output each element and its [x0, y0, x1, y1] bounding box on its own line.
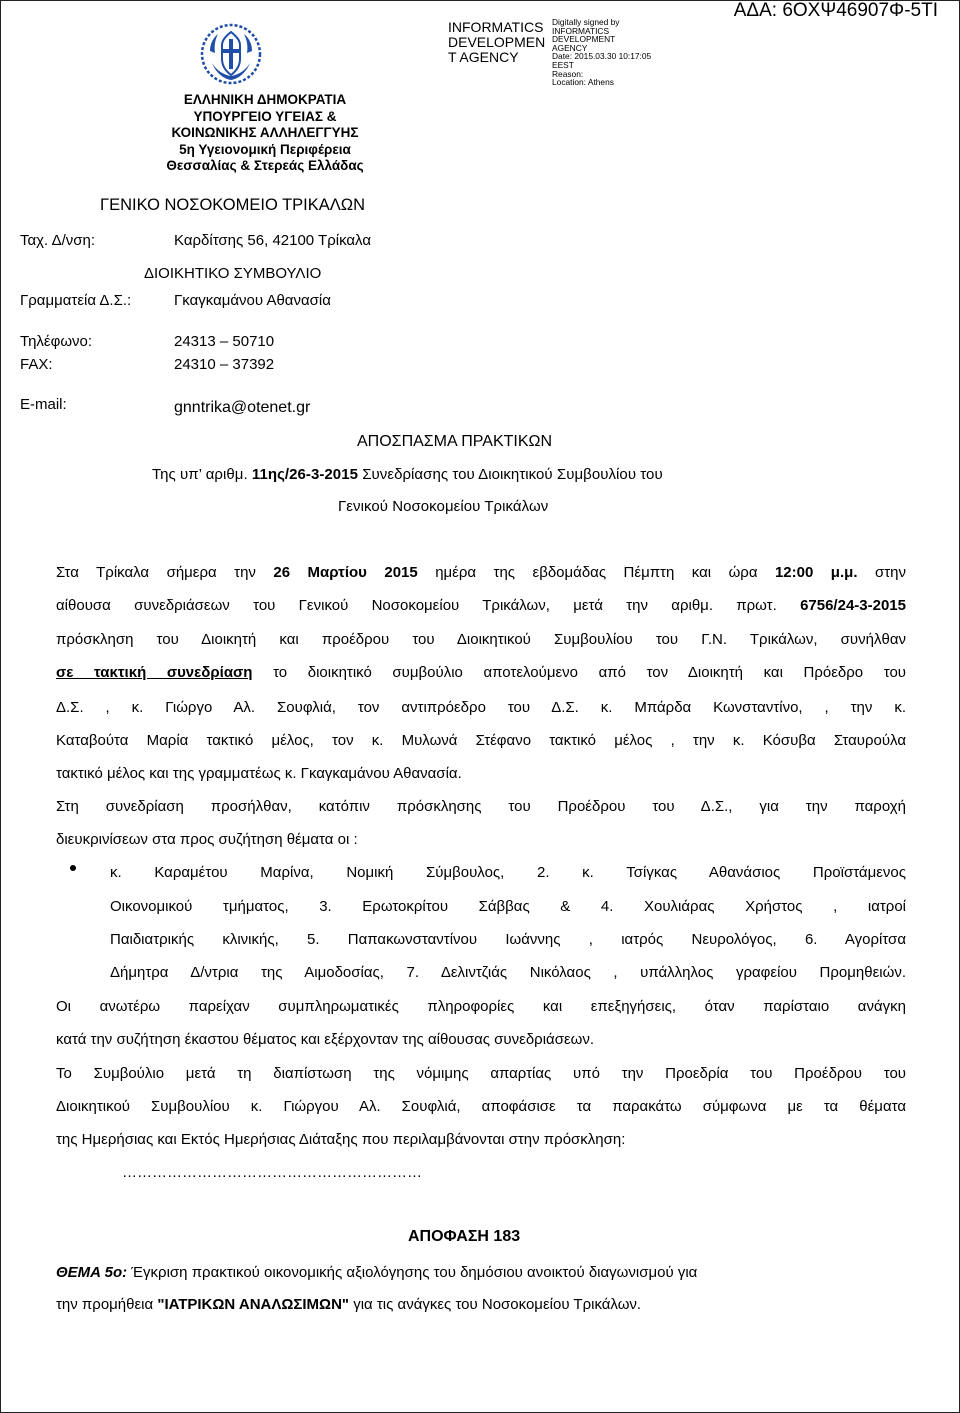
session-suffix: Συνεδρίασης του Διοικητικού Συμβουλίου του — [357, 466, 663, 483]
meeting-date: 26 Μαρτίου 2015 — [273, 564, 418, 581]
email-label: E-mail: — [20, 396, 67, 413]
bullet-line: Οικονομικού τμήματος, 3. Ερωτοκρίτου Σάββας & 4. Χουλιάρας Χρήστος , ιατροί — [110, 898, 906, 915]
regular-session-emphasis: σε τακτική συνεδρίαση — [56, 664, 253, 681]
paragraph-line — [56, 564, 906, 581]
board-name: ΔΙΟΙΚΗΤΙΚΟ ΣΥΜΒΟΥΛΙΟ — [144, 265, 322, 282]
session-number: 11ης/26-3-2015 — [251, 466, 358, 483]
address-label: Ταχ. Δ/νση: — [20, 232, 96, 249]
paragraph-line: τακτικό μέλος και της γραμματέως κ. Γκαγκαμάνου Αθανασία. — [56, 765, 462, 782]
text-span: ημέρα της εβδομάδας Πέμπτη και ώρα — [417, 564, 775, 581]
secretary-value: Γκαγκαμάνου Αθανασία — [174, 292, 331, 309]
signature-line: Digitally signed by — [552, 17, 620, 27]
signature-line: Reason: — [552, 68, 584, 79]
fax-label: FAX: — [20, 356, 53, 373]
bullet-line: Παιδιατρικής κλινικής, 5. Παπακωνσταντίνου Ιωάννης , ιατρός Νευρολόγος, 6. Αγορίτσα — [110, 931, 906, 948]
paragraph-line: της Ημερήσιας και Εκτός Ημερήσιας Διάταξης που περιλαμβάνονται στην πρόσκληση: — [56, 1131, 626, 1148]
procurement-subject: "ΙΑΤΡΙΚΩΝ ΑΝΑΛΩΣΙΜΩΝ" — [157, 1296, 350, 1313]
hospital-subtitle: Γενικού Νοσοκομείου Τρικάλων — [338, 498, 549, 515]
theme-line — [56, 1264, 697, 1281]
theme-label: ΘΕΜΑ 5ο: — [56, 1264, 128, 1281]
decision-number: ΑΠΟΦΑΣΗ 183 — [408, 1228, 521, 1245]
paragraph-line: Διοικητικού Συμβουλίου κ. Γιώργου Αλ. Σουφλιά, αποφάσισε τα παρακάτω σύμφωνα με τα θέματα — [56, 1098, 906, 1115]
paragraph-line: κατά την συζήτηση έκαστου θέματος και εξέρχονταν της αίθουσας συνεδριάσεων. — [56, 1031, 595, 1048]
text-span: Έγκριση πρακτικού οικονομικής αξιολόγησης του δημόσιου ανοικτού διαγωνισμού για — [127, 1264, 698, 1281]
ministry-line: ΥΠΟΥΡΓΕΙΟ ΥΓΕΙΑΣ & — [193, 108, 337, 124]
secretary-label: Γραμματεία Δ.Σ.: — [20, 292, 132, 309]
signature-line: DEVELOPMENT AGENCY — [552, 34, 616, 53]
paragraph-line: Στη συνεδρίαση προσήλθαν, κατόπιν πρόσκλησης του Προέδρου του Δ.Σ., για την παροχή — [56, 798, 906, 815]
bullet-line: Δήμητρα Δ/ντρια της Αιμοδοσίας, 7. Δελιντζιάς Νικόλαος , υπάλληλος γραφείου Προμηθειών. — [110, 964, 906, 981]
paragraph-line: διευκρινίσεων στα προς συζήτηση θέματα οι : — [56, 831, 358, 848]
ministry-line: ΕΛΛΗΝΙΚΗ ΔΗΜΟΚΡΑΤΙΑ — [183, 92, 347, 107]
meeting-time: 12:00 μ.μ. — [774, 564, 858, 581]
text-span: για τις ανάγκες του Νοσοκομείου Τρικάλων. — [349, 1296, 642, 1313]
text-span: την προμήθεια — [56, 1296, 158, 1313]
theme-line — [56, 1296, 641, 1313]
signature-line: Date: 2015.03.30 10:17:05 — [552, 51, 652, 62]
phone-value: 24313 – 50710 — [174, 333, 275, 350]
signature-line: INFORMATICS — [552, 25, 610, 36]
digital-signature-block — [552, 18, 652, 87]
signature-agency-name: INFORMATICS DEVELOPMEN T AGENCY — [448, 19, 546, 65]
email-value: gnntrika@otenet.gr — [174, 399, 311, 416]
invitation-number: 6756/24-3-2015 — [800, 597, 906, 614]
signature-line: EEST — [552, 59, 574, 70]
fax-value: 24310 – 37392 — [174, 356, 275, 373]
bullet-icon — [70, 865, 76, 871]
address-value: Καρδίτσης 56, 42100 Τρίκαλα — [174, 232, 372, 249]
paragraph-line: Καταβούτα Μαρία τακτικό μέλος, τον κ. Μυλωνά Στέφανο τακτικό μέλος , την κ. Κόσυβα Σταυρούλα — [56, 732, 906, 749]
session-line — [152, 466, 663, 483]
ministry-header — [100, 92, 430, 175]
ministry-line: 5η Υγειονομική Περιφέρεια — [179, 141, 351, 157]
document-title: ΑΠΟΣΠΑΣΜΑ ΠΡΑΚΤΙΚΩΝ — [357, 433, 553, 450]
paragraph-line — [56, 597, 906, 614]
paragraph-line: Δ.Σ. , κ. Γιώργο Αλ. Σουφλιά, τον αντιπρόεδρο του Δ.Σ. κ. Μπάρδα Κωνσταντίνο, , την κ. — [56, 699, 906, 716]
paragraph-line: πρόσκληση του Διοικητή και προέδρου του Διοικητικού Συμβουλίου του Γ.Ν. Τρικάλων, συνήλθαν — [56, 631, 906, 648]
phone-label: Τηλέφωνο: — [20, 333, 93, 350]
text-span: το διοικητικό συμβούλιο αποτελούμενο από τον Διοικητή και Πρόεδρο του — [252, 664, 907, 681]
ada-code: ΑΔΑ: 6ΟΧΨ46907Φ-5ΤΙ — [733, 0, 938, 21]
text-span: Στα Τρίκαλα σήμερα την — [56, 564, 274, 581]
text-span: στην — [857, 564, 906, 581]
hospital-name: ΓΕΝΙΚΟ ΝΟΣΟΚΟΜΕΙΟ ΤΡΙΚΑΛΩΝ — [100, 196, 366, 214]
paragraph-line: Το Συμβούλιο μετά τη διαπίστωση της νόμιμης απαρτίας υπό την Προεδρία του Προέδρου του — [56, 1065, 906, 1082]
ellipsis-separator: …………………………………………………… — [122, 1164, 422, 1181]
ministry-line: ΚΟΙΝΩΝΙΚΗΣ ΑΛΛΗΛΕΓΓΥΗΣ — [171, 125, 359, 140]
paragraph-line — [56, 664, 906, 681]
text-span: αίθουσα συνεδριάσεων του Γενικού Νοσοκομείου Τρικάλων, μετά την αριθμ. πρωτ. — [56, 597, 801, 614]
session-prefix: Της υπ’ αριθμ. — [152, 466, 252, 483]
greek-coat-of-arms-icon — [200, 23, 262, 85]
paragraph-line: Οι ανωτέρω παρείχαν συμπληρωματικές πληροφορίες και επεξηγήσεις, όταν παρίσταιο ανάγκη — [56, 998, 906, 1015]
bullet-line: κ. Καραμέτου Μαρίνα, Νομική Σύμβουλος, 2. κ. Τσίγκας Αθανάσιος Προϊστάμενος — [110, 864, 906, 881]
ministry-line: Θεσσαλίας & Στερεάς Ελλάδας — [166, 158, 364, 173]
signature-line: Location: Athens — [552, 77, 614, 88]
